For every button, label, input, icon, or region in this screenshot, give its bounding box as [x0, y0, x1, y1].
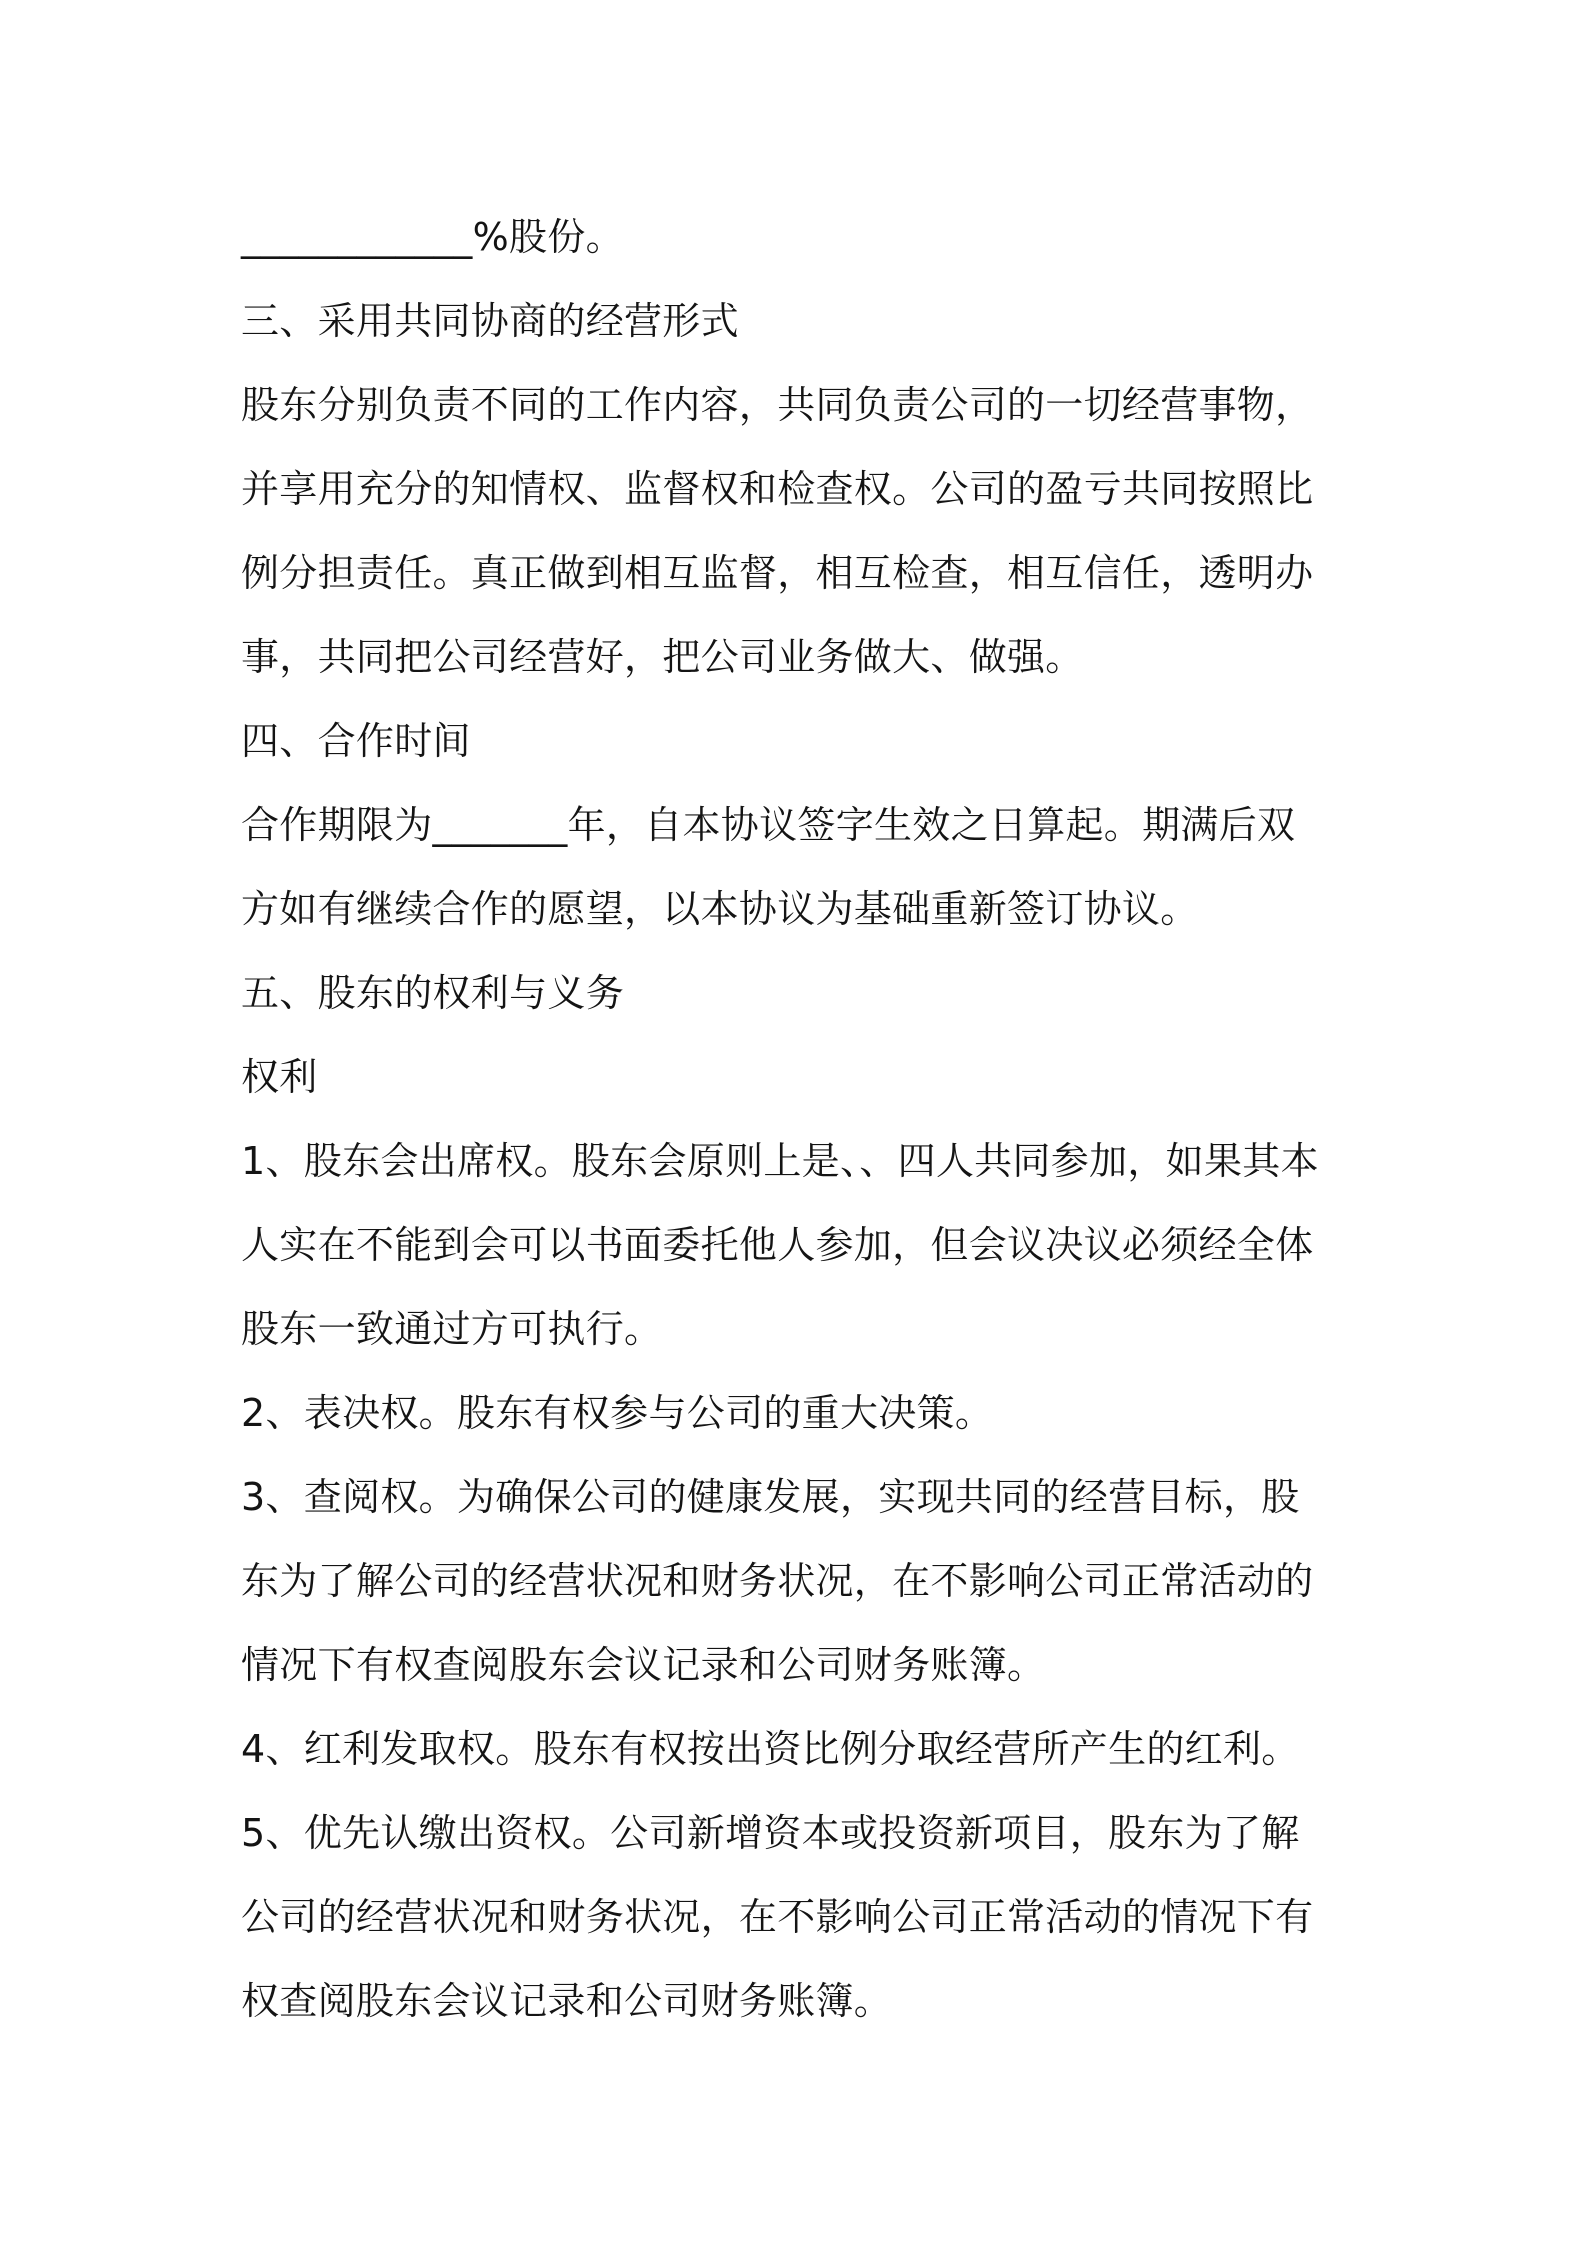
paragraph-line: 事，共同把公司经营好，把公司业务做大、做强。: [241, 635, 1084, 679]
list-item-1-line: 1、股东会出席权。股东会原则上是、、四人共同参加，如果其本: [241, 1139, 1319, 1183]
paragraph-line: 例分担责任。真正做到相互监督，相互检查，相互信任，透明办: [241, 551, 1314, 595]
paragraph-line: 并享用充分的知情权、监督权和检查权。公司的盈亏共同按照比: [241, 467, 1314, 511]
section-heading-3: 三、采用共同协商的经营形式: [241, 299, 739, 343]
list-item-3-line: 东为了解公司的经营状况和财务状况，在不影响公司正常活动的: [241, 1559, 1314, 1603]
subsection-heading-rights: 权利: [241, 1055, 318, 1099]
section-heading-5: 五、股东的权利与义务: [241, 971, 625, 1015]
list-item-5-line: 权查阅股东会议记录和公司财务账簿。: [241, 1979, 893, 2023]
paragraph-line: 股东分别负责不同的工作内容，共同负责公司的一切经营事物，: [241, 383, 1314, 427]
paragraph-line: 合作期限为_______年，自本协议签字生效之日算起。期满后双: [241, 803, 1296, 847]
list-item-3-line: 3、查阅权。为确保公司的健康发展，实现共同的经营目标，股: [241, 1475, 1300, 1519]
list-item-2-line: 2、表决权。股东有权参与公司的重大决策。: [241, 1391, 994, 1435]
list-item-1-line: 人实在不能到会可以书面委托他人参加，但会议决议必须经全体: [241, 1223, 1314, 1267]
section-heading-4: 四、合作时间: [241, 719, 471, 763]
paragraph-line: 方如有继续合作的愿望，以本协议为基础重新签订协议。: [241, 887, 1199, 931]
list-item-5-line: 5、优先认缴出资权。公司新增资本或投资新项目，股东为了解: [241, 1811, 1300, 1855]
list-item-3-line: 情况下有权查阅股东会议记录和公司财务账簿。: [241, 1643, 1046, 1687]
list-item-5-line: 公司的经营状况和财务状况，在不影响公司正常活动的情况下有: [241, 1895, 1314, 1939]
document-body: [241, 195, 1361, 2043]
text-line-share-percentage: ____________%股份。: [241, 215, 624, 259]
list-item-4-line: 4、红利发取权。股东有权按出资比例分取经营所产生的红利。: [241, 1727, 1300, 1771]
list-item-1-line: 股东一致通过方可执行。: [241, 1307, 663, 1351]
